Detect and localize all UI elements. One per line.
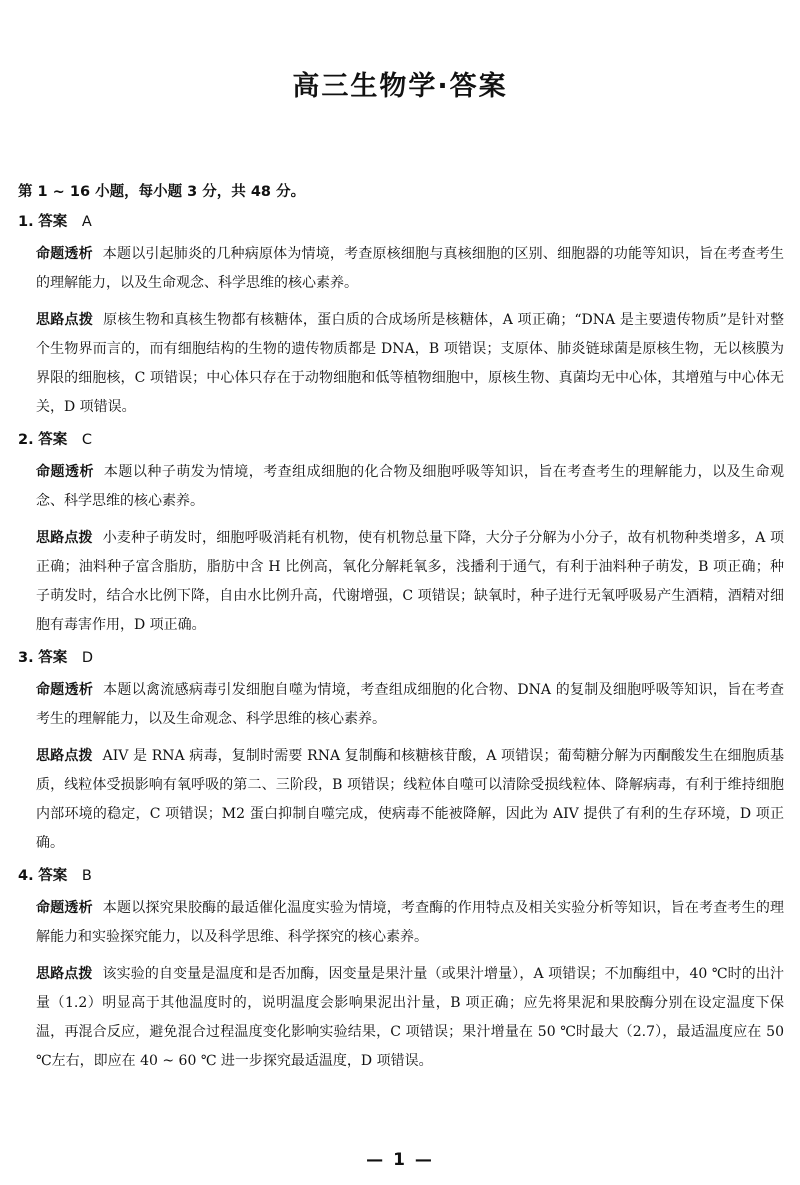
answer-label: 答案 [38, 432, 68, 448]
answer-value: A [81, 214, 92, 230]
hint-label: 思路点拨 [36, 530, 93, 546]
question-number: 1. [18, 214, 34, 230]
answer-value: D [81, 650, 93, 666]
page-number: — 1 — [366, 1150, 434, 1170]
hint-label: 思路点拨 [36, 748, 93, 764]
answer-line [18, 648, 784, 668]
hint-label: 思路点拨 [36, 966, 93, 982]
question-4 [18, 866, 784, 1076]
hint-paragraph [18, 960, 784, 1076]
analysis-label: 命题透析 [36, 900, 93, 916]
hint-text: 该实验的自变量是温度和是否加酶，因变量是果汁量（或果汁增量），A 项错误；不加酶组中，40 ℃时的出汁量（1.2）明显高于其他温度时的，说明温度会影响果泥出汁量，B 项正确；应先将果泥和果胶酶分别在设定温度下保温，再混合反应，避免混合过程温度变化影响实验结果，C 项错误；果汁增量在 50 ℃时最大（2.7），最适温度应在 50 ℃左右，即应在 40 ~ 60 ℃ 进一步探究最适温度，D 项错误。 [36, 966, 785, 1069]
analysis-label: 命题透析 [36, 464, 94, 480]
question-3 [18, 648, 784, 858]
analysis-label: 命题透析 [36, 246, 93, 262]
hint-text: 原核生物和真核生物都有核糖体，蛋白质的合成场所是核糖体，A 项正确；“DNA 是主要遗传物质”是针对整个生物界而言的，而有细胞结构的生物的遗传物质都是 DNA，B 项错误；支原体、肺炎链球菌是原核生物，无以核膜为界限的细胞核，C 项错误；中心体只存在于动物细胞和低等植物细胞中，原核生物、真菌均无中心体，其增殖与中心体无关，D 项错误。 [36, 312, 784, 415]
analysis-text: 本题以种子萌发为情境，考查组成细胞的化合物及细胞呼吸等知识，旨在考查考生的理解能力，以及生命观念、科学思维的核心素养。 [36, 464, 784, 509]
answer-label: 答案 [38, 868, 68, 884]
question-number: 3. [18, 650, 34, 666]
analysis-paragraph [18, 458, 784, 516]
hint-text: 小麦种子萌发时，细胞呼吸消耗有机物，使有机物总量下降，大分子分解为小分子，故有机物种类增多，A 项正确；油料种子富含脂肪，脂肪中含 H 比例高，氧化分解耗氧多，浅播利于通气，有利于油料种子萌发，B 项正确；种子萌发时，结合水比例下降，自由水比例升高，代谢增强，C 项错误；缺氧时，种子进行无氧呼吸易产生酒精，酒精对细胞有毒害作用，D 项正确。 [36, 530, 785, 633]
hint-text: AIV 是 RNA 病毒，复制时需要 RNA 复制酶和核糖核苷酸，A 项错误；葡萄糖分解为丙酮酸发生在细胞质基质，线粒体受损影响有氧呼吸的第二、三阶段，B 项错误；线粒体自噬可以清除受损线粒体、降解病毒，有利于维持细胞内部环境的稳定，C 项错误；M2 蛋白抑制自噬完成，使病毒不能被降解，因此为 AIV 提供了有利的生存环境，D 项正确。 [36, 748, 784, 851]
answer-value: B [81, 868, 92, 884]
hint-label: 思路点拨 [36, 312, 94, 328]
answer-value: C [81, 432, 92, 448]
analysis-paragraph [18, 676, 784, 734]
analysis-paragraph [18, 894, 784, 952]
answer-list [18, 212, 784, 1084]
question-number: 4. [18, 868, 34, 884]
analysis-paragraph [18, 240, 784, 298]
answer-line [18, 430, 784, 450]
hint-paragraph [18, 742, 784, 858]
answer-label: 答案 [38, 214, 68, 230]
section-intro: 第 1 ~ 16 小题，每小题 3 分，共 48 分。 [18, 184, 306, 200]
analysis-text: 本题以引起肺炎的几种病原体为情境，考查原核细胞与真核细胞的区别、细胞器的功能等知识，旨在考查考生的理解能力，以及生命观念、科学思维的核心素养。 [36, 246, 785, 291]
analysis-label: 命题透析 [36, 682, 94, 698]
answer-line [18, 866, 784, 886]
hint-paragraph [18, 524, 784, 640]
question-1 [18, 212, 784, 422]
question-2 [18, 430, 784, 640]
question-number: 2. [18, 432, 34, 448]
hint-paragraph [18, 306, 784, 422]
answer-label: 答案 [38, 650, 68, 666]
analysis-text: 本题以探究果胶酶的最适催化温度实验为情境，考查酶的作用特点及相关实验分析等知识，旨在考查考生的理解能力和实验探究能力，以及科学思维、科学探究的核心素养。 [36, 900, 785, 945]
answer-line [18, 212, 784, 232]
analysis-text: 本题以禽流感病毒引发细胞自噬为情境，考查组成细胞的化合物、DNA 的复制及细胞呼吸等知识，旨在考查考生的理解能力，以及生命观念、科学思维的核心素养。 [36, 682, 784, 727]
page-title: 高三生物学·答案 [292, 71, 508, 102]
